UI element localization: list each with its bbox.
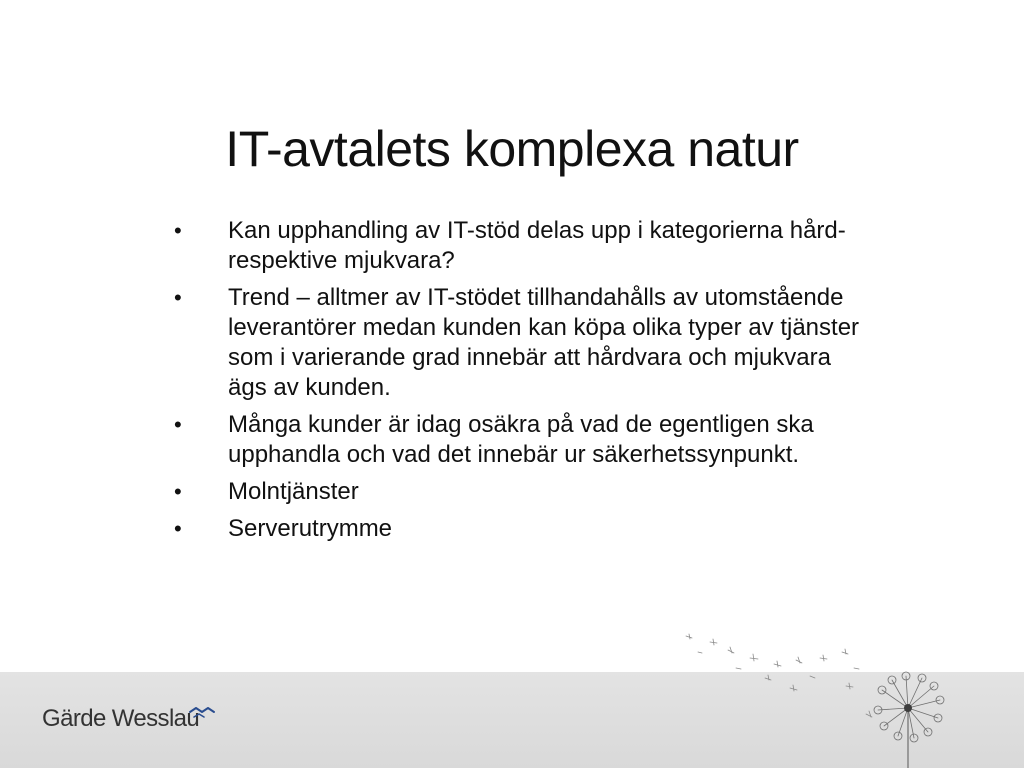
bullet-marker: • <box>174 218 182 243</box>
bullet-text: Serverutrymme <box>228 515 393 542</box>
wave-chevron-icon <box>188 704 218 722</box>
bullet-marker: • <box>174 285 182 310</box>
bullet-text: Molntjänster <box>228 478 359 505</box>
bullet-list <box>170 216 870 551</box>
dandelion-icon <box>670 628 970 768</box>
bullet-marker: • <box>174 412 182 437</box>
list-item <box>170 514 870 544</box>
slide-title: IT-avtalets komplexa natur <box>225 121 799 177</box>
brand-logo-text: Gärde Wesslau <box>42 705 200 732</box>
list-item <box>170 283 870 403</box>
list-item <box>170 216 870 276</box>
bullet-marker: • <box>174 479 182 504</box>
bullet-marker: • <box>174 516 182 541</box>
bullet-text: Många kunder är idag osäkra på vad de egentligen ska upphandla och vad det innebär ur säkerhetssynpunkt. <box>228 411 814 468</box>
bullet-text: Trend – alltmer av IT-stödet tillhandahålls av utomstående leverantörer medan kunden kan köpa olika typer av tjänster som i varierande grad innebär att hårdvara och mjukvara ägs av kunden. <box>228 284 860 401</box>
list-item <box>170 477 870 507</box>
bullet-text: Kan upphandling av IT-stöd delas upp i kategorierna hård- respektive mjukvara? <box>228 217 846 274</box>
list-item <box>170 410 870 470</box>
